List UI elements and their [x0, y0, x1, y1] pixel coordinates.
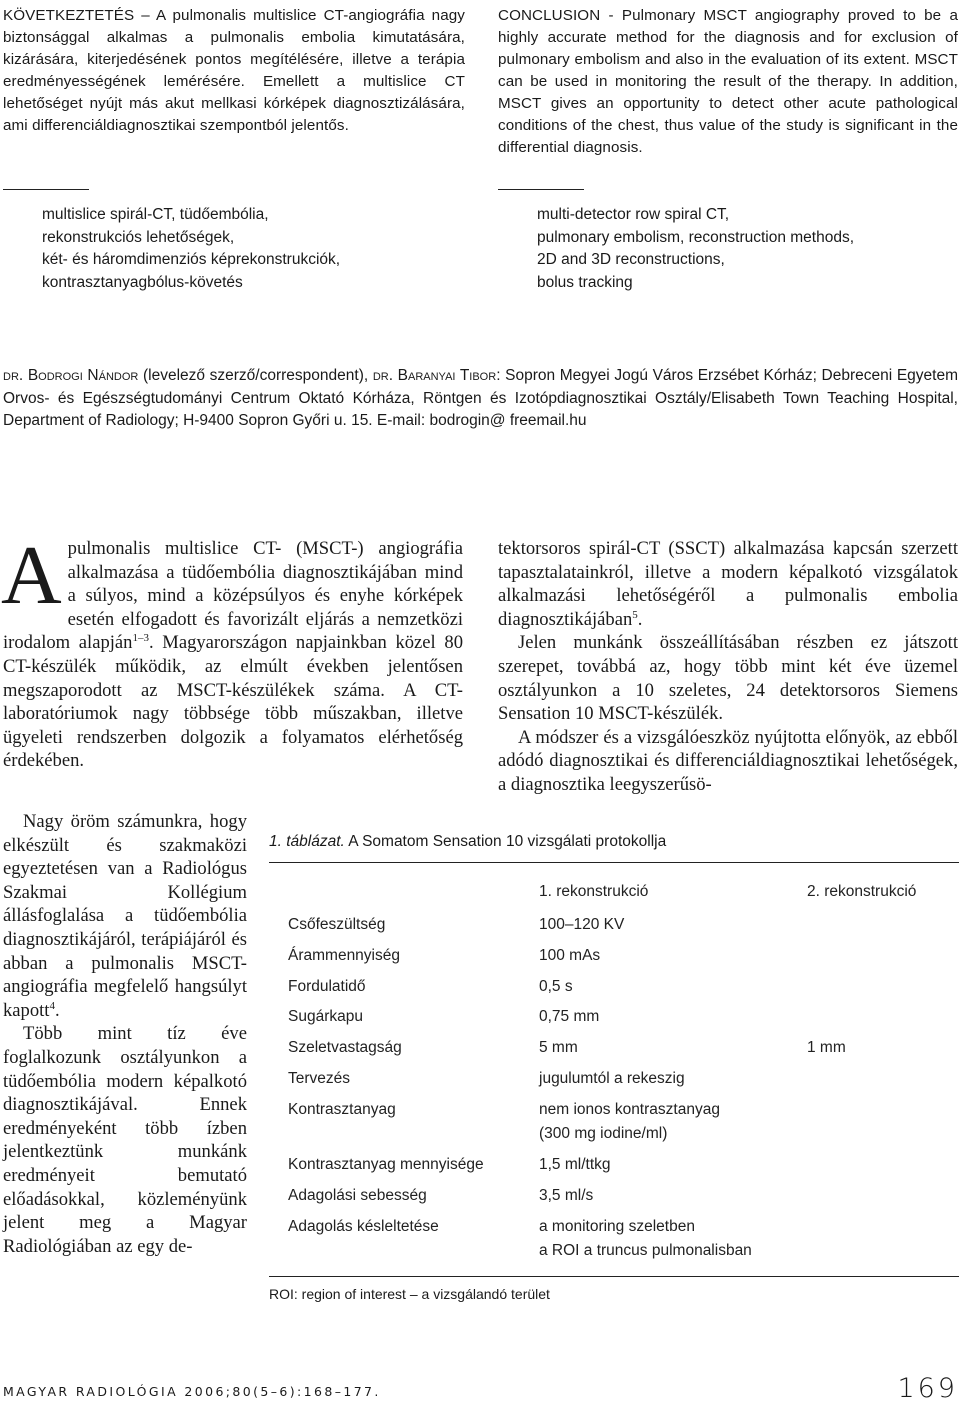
- keyword-line: bolus tracking: [537, 273, 633, 291]
- author-name: Baranyai Tibor: [397, 367, 497, 384]
- row-value: 100 mAs: [539, 947, 601, 964]
- table-footnote: ROI: region of interest – a vizsgálandó terület: [269, 1286, 550, 1302]
- paragraph: Nagy öröm számunkra, hogy elkészült és szakmaközi egyeztetésen van a Radiológus Szakmai Kollégium állásfoglalása a tüdőembólia diagnosztikájáról, terápiájáról és abban a pulmonalis MSCT-angiográfia megfelelő hangsúlyt kapott$^4$.: [3, 811, 247, 1021]
- affiliation-text: : Sopron Megyei Jogú Város Erzsébet Kórház; Debreceni Egyetem Orvos- és Egészségtudományi Centrum Oktató Kórháza, Röntgen és Izotópdiagnosztikai Osztály/Elisabeth Town Teaching Hospital, Department of Radiology; H-9400 Sopron Győri u. 15. E-mail: bodrogin@ freemail.hu: [3, 367, 959, 429]
- keyword-line: multi-detector row spiral CT,: [537, 206, 730, 223]
- keyword-line: kontrasztanyagbólus-követés: [42, 273, 243, 291]
- row-label: Adagolási sebesség: [288, 1187, 427, 1204]
- body-column-right: [498, 537, 958, 797]
- row-value: 0,5 s: [539, 978, 573, 995]
- table-title: A Somatom Sensation 10 vizsgálati protokollja: [344, 833, 667, 850]
- abstract-en-text: - Pulmonary MSCT angiography proved to be a highly accurate method for the diagnosis and for exclusion of pulmonary embolism and also in the evaluation of its extent. MSCT can be used in monitoring the result of the therapy. In addition, MSCT gives an opportunity to detect other acute pathological conditions of the chest, thus value of the study is significant in the differential diagnosis.: [498, 7, 958, 156]
- divider-en: [498, 189, 584, 190]
- author-title: dr.: [372, 367, 394, 384]
- row-value: 5 mm: [539, 1039, 578, 1056]
- row-value: jugulumtól a rekeszig: [539, 1070, 685, 1087]
- keyword-line: rekonstrukciós lehetőségek,: [42, 228, 235, 246]
- row-label: Sugárkapu: [288, 1008, 363, 1025]
- table-caption: [269, 833, 666, 851]
- author-title: dr.: [3, 367, 24, 384]
- row-value-cont: a ROI a truncus pulmonalisban: [539, 1242, 752, 1259]
- row-label: Kontrasztanyag: [288, 1101, 396, 1118]
- table-number: 1. táblázat.: [269, 833, 345, 850]
- reference: 5: [632, 608, 638, 621]
- body-column-left: [1, 529, 463, 773]
- row-label: Fordulatidő: [288, 978, 366, 995]
- keywords-hu: [42, 204, 462, 294]
- row-value-2: 1 mm: [807, 1039, 846, 1056]
- paragraph: A módszer és a vizsgálóeszköz nyújtotta előnyök, az ebből adódó diagnosztikai és differenciáldiagnosztikai lehetőségek, a diagnosztika leegyszerűsö-: [498, 726, 958, 795]
- author-affiliation: [3, 365, 958, 433]
- divider-hu: [3, 189, 89, 190]
- author-role: (levelező szerző/correspondent),: [138, 367, 373, 384]
- abstract-en: [498, 5, 958, 159]
- keyword-line: multislice spirál-CT, tüdőembólia,: [42, 206, 269, 223]
- protocol-table: [269, 870, 959, 1275]
- dropcap: A: [1, 529, 62, 622]
- row-label: Csőfeszültség: [288, 916, 386, 933]
- keyword-line: 2D and 3D reconstructions,: [537, 251, 725, 268]
- table-header: 2. rekonstrukció: [807, 883, 917, 900]
- paragraph: tektorsoros spirál-CT (SSCT) alkalmazása kapcsán szerzett tapasztalatainkról, illetve a modern képalkotó vizsgálatok alkalmazási lehetőségéről a pulmonalis embolia diagnosztikájában$^5$.: [498, 538, 958, 630]
- row-value: 100–120 KV: [539, 916, 625, 933]
- abstract-hu-text: – A pulmonalis multislice CT-angiográfia nagy biztonsággal alkalmas a pulmonalis embolia kimutatására, kizárására, kiterjedésének pontos megítélésére, illetve a terápia eredményességének lemérésére. Emellett a multislice CT lehetőséget nyújt más akut mellkasi kórképek diagnosztizálására, ami differenciáldiagnosztikai szempontból jelentős.: [3, 7, 465, 134]
- row-label: Adagolás késleltetése: [288, 1218, 439, 1235]
- row-value: 0,75 mm: [539, 1008, 600, 1025]
- keyword-line: két- és háromdimenziós képrekonstrukciók,: [42, 251, 341, 268]
- paragraph: Apulmonalis multislice CT- (MSCT-) angiográfia alkalmazása a tüdőembólia diagnosztikájában mind a súlyos, mind a középsúlyos és enyhe kórképek esetén elfogadott és favorizált eljárás a nemzetközi irodalom alapján$^{1-3}$. Magyarországon napjainkban közel 80 CT-készülék működik, az elmúlt években jelentősen megszaporodott az MSCT-készülékek száma. A CT-laboratóriumok nagy többsége több műszakban, illetve ügyeleti rendszerben dolgozik a folyamatos elérhetőség érdekében.: [1, 529, 463, 772]
- abstract-hu: [3, 5, 465, 137]
- row-value: 3,5 ml/s: [539, 1187, 594, 1204]
- body-column-left-narrow: [3, 810, 247, 1258]
- abstract-hu-lead: KÖVETKEZTETÉS: [3, 7, 135, 24]
- abstract-en-lead: CONCLUSION: [498, 7, 601, 24]
- reference: 4: [49, 999, 55, 1012]
- row-label: Kontrasztanyag mennyisége: [288, 1156, 484, 1173]
- table-top-rule: [269, 862, 959, 863]
- row-label: Tervezés: [288, 1070, 351, 1087]
- row-value: nem ionos kontrasztanyag: [539, 1101, 720, 1118]
- keyword-line: pulmonary embolism, reconstruction methods,: [537, 228, 855, 246]
- page-number: 169: [897, 1373, 958, 1404]
- row-value: 1,5 ml/ttkg: [539, 1156, 611, 1173]
- table-bottom-rule: [269, 1276, 959, 1277]
- row-value: a monitoring szeletben: [539, 1218, 695, 1235]
- table-header: 1. rekonstrukció: [539, 883, 649, 900]
- row-label: Szeletvastagság: [288, 1039, 402, 1056]
- journal-citation: MAGYAR RADIOLÓGIA 2006;80(5–6):168–177.: [3, 1384, 381, 1399]
- paragraph: Jelen munkánk összeállításában részben ez játszott szerepet, továbbá az, hogy több mint két éve üzemel osztályunkon a 10 szeletes, 24 detektorsoros Siemens Sensation 10 MSCT-készülék.: [498, 632, 958, 725]
- row-value-cont: (300 mg iodine/ml): [539, 1125, 668, 1142]
- row-label: Árammennyiség: [288, 947, 400, 964]
- author-name: Bodrogi Nándor: [27, 367, 139, 384]
- keywords-en: [537, 204, 957, 294]
- paragraph: Több mint tíz éve foglalkozunk osztályunkon a tüdőembólia modern képalkotó diagnosztikájával. Ennek eredményeként több ízben jelentkeztünk munkánk eredményeit bemutató előadásokkal, közleményünk jelent meg a Magyar Radiológiában az egy de-: [3, 1023, 247, 1257]
- reference: 1–3: [132, 632, 149, 645]
